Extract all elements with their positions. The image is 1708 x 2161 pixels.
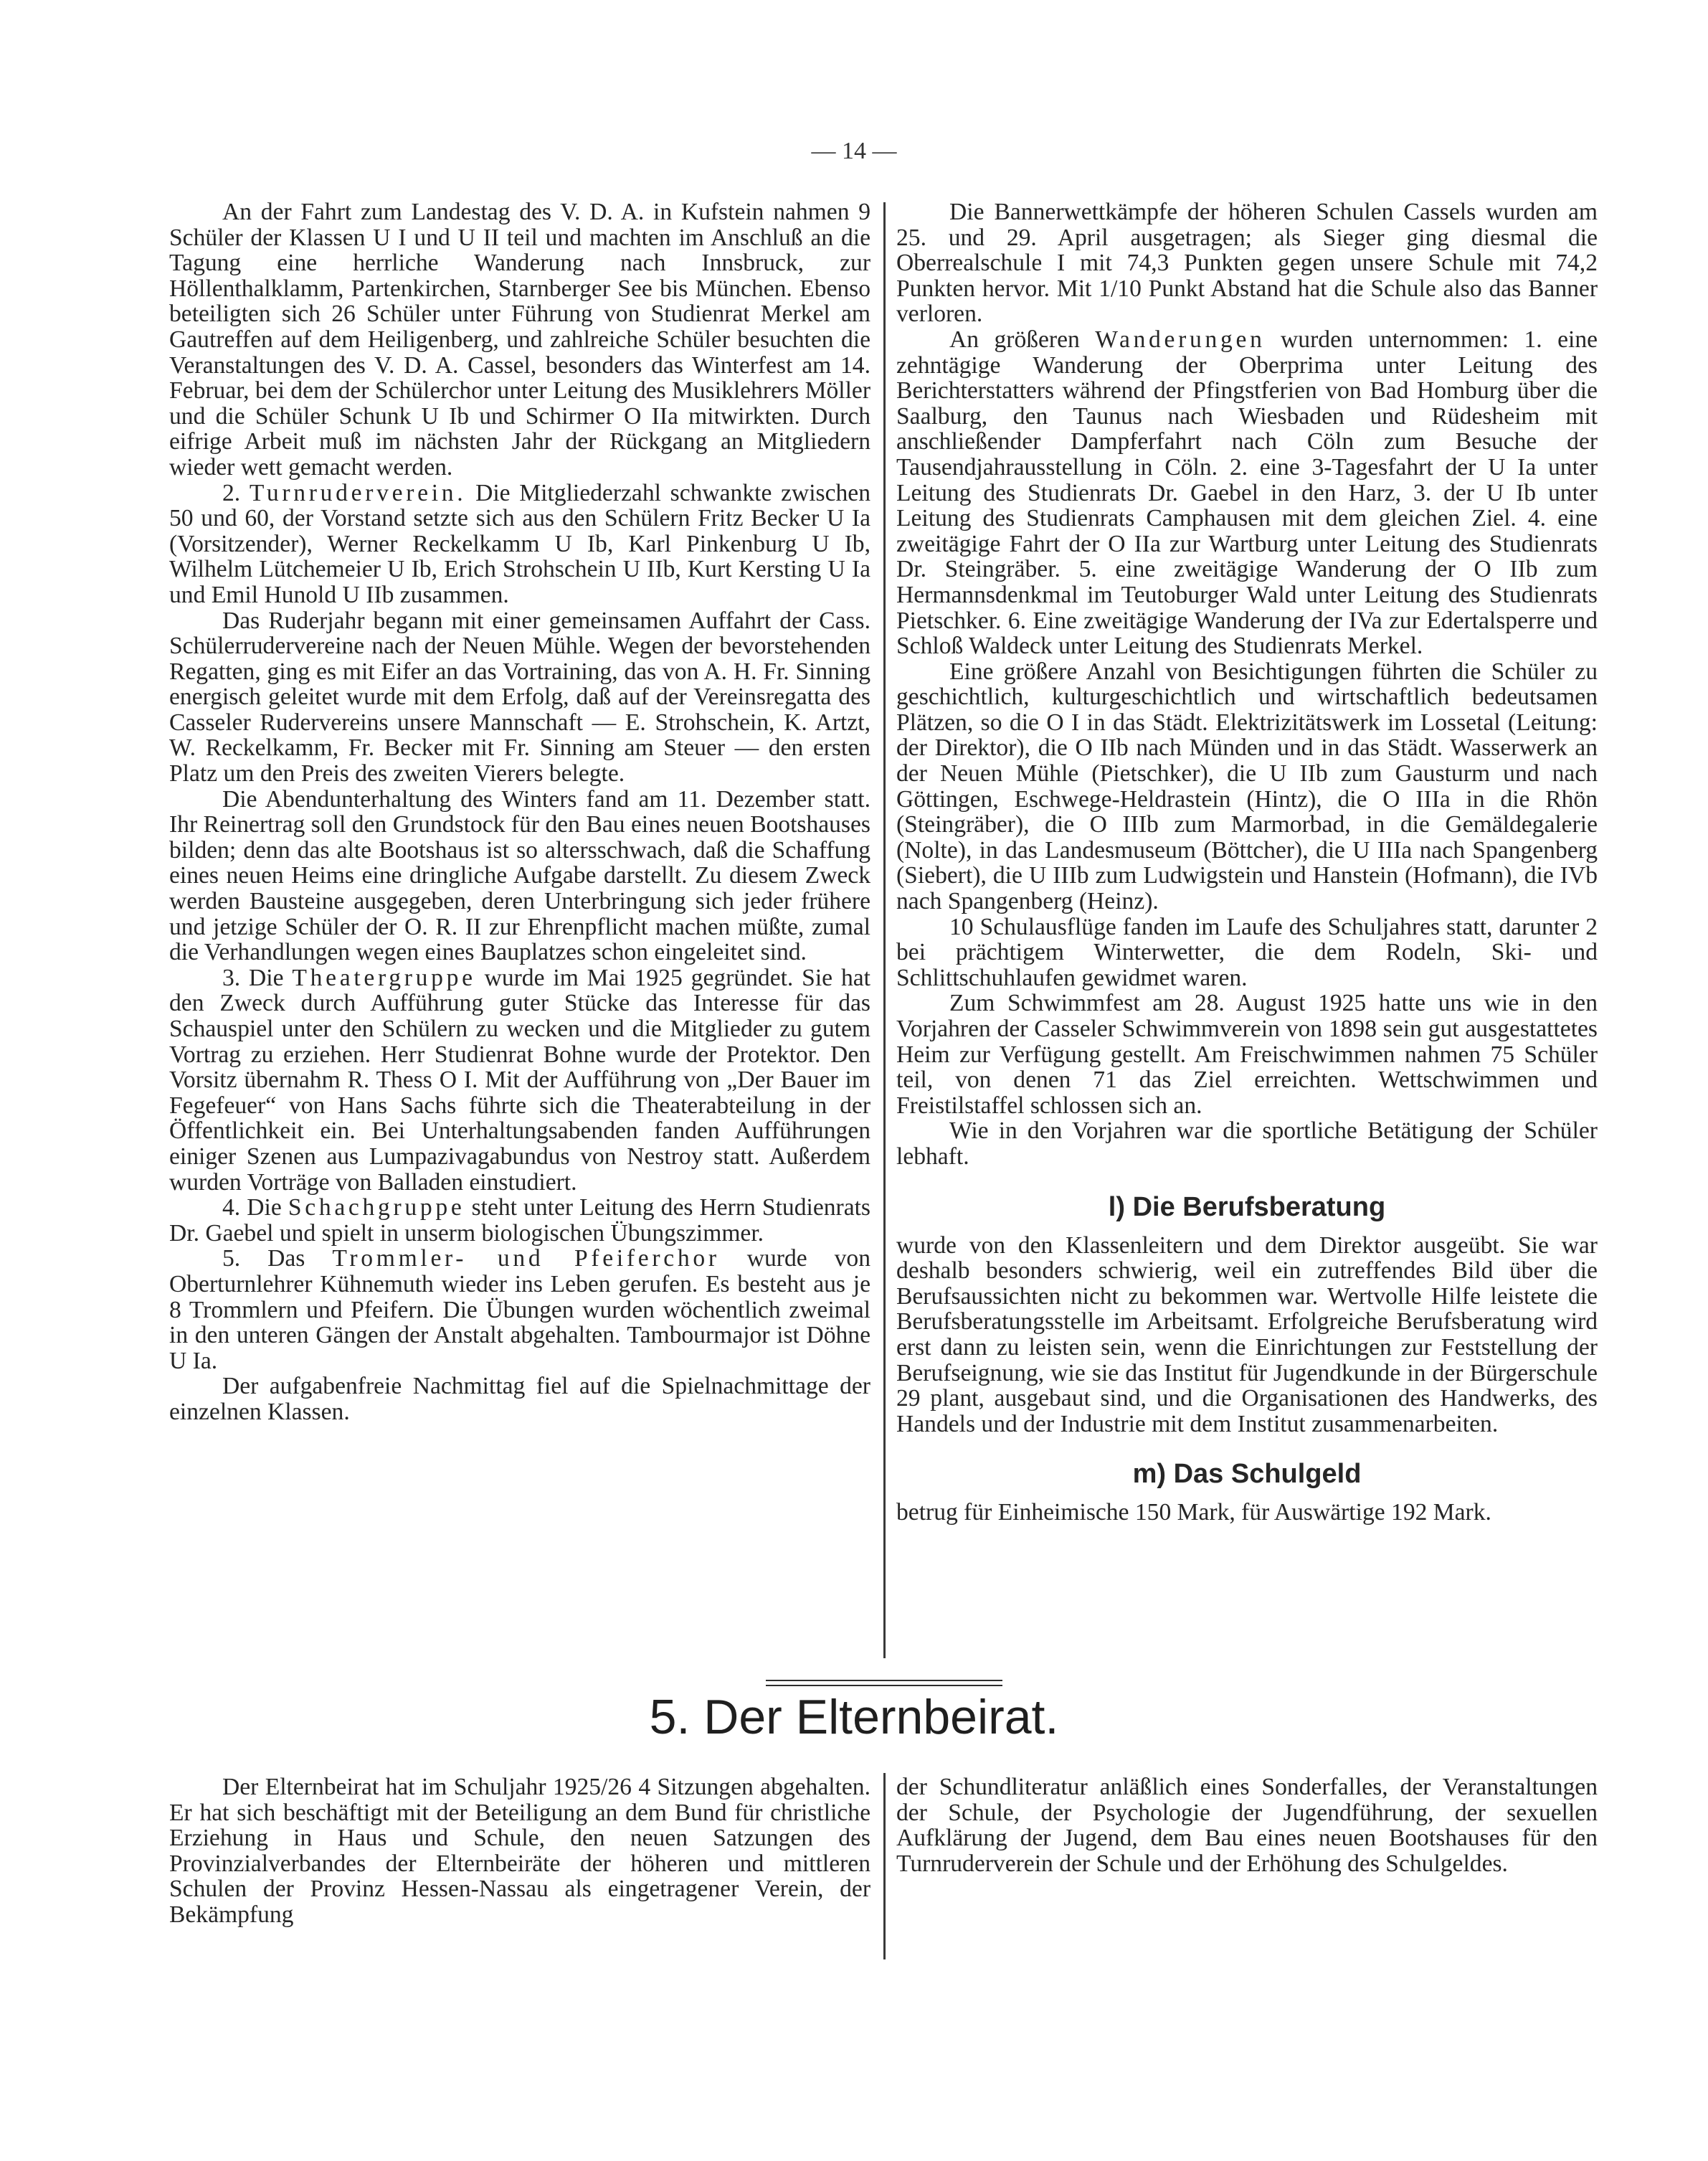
- spaced-heading-wanderungen: Wanderungen: [1095, 326, 1266, 353]
- spaced-heading-schachgruppe: Schachgruppe: [288, 1194, 465, 1221]
- paragraph-body: Die Mitgliederzahl schwankte zwischen 50 und 60, der Vorstand setzte sich aus den Schülern Fritz Becker U Ia (Vorsitzender), Werner Reckelkamm U Ib, Karl Pinkenburg U Ib, Wilhelm Lütchemeier U Ib, Erich Strohschein U IIb, Kurt Kersting U Ia und Emil Hunold U IIb zusammen.: [169, 479, 870, 608]
- paragraph-schulausfluege: 10 Schulausflüge fanden im Laufe des Schuljahres statt, darunter 2 bei prächtigem Winterwetter, die dem Rodeln, Ski- und Schlittschuhlaufen gewidmet waren.: [896, 913, 1598, 991]
- paragraph-vda: An der Fahrt zum Landestag des V. D. A. in Kufstein nahmen 9 Schüler der Klassen U I und U II teil und machten im Anschluß an die Tagung eine herrliche Wanderung nach Innsbruck, zur Höllenthalklamm, Partenkirchen, Starnberger See bis München. Ebenso beteiligten sich 26 Schüler unter Führung von Studienrat Merkel am Gautreffen auf dem Heiligenberg, und zahlreiche Schüler besuchten die Veranstaltungen des V. D. A. Cassel, besonders das Winterfest am 14. Februar, bei dem der Schülerchor unter Leitung des Musiklehrers Möller und die Schüler Schunk U Ib und Schirmer O IIa mitwirkten. Durch eifrige Arbeit muß im nächsten Jahr der Rückgang an Mitgliedern wieder wett gemacht werden.: [169, 199, 870, 481]
- paragraph-schwimmfest: Zum Schwimmfest am 28. August 1925 hatte uns wie in den Vorjahren der Casseler Schwimmverein von 1898 sein gut ausgestattetes Heim zur Verfügung gestellt. Am Freischwimmen nahmen 75 Schüler teil, von denen 71 das Ziel erreichten. Wettschwimmen und Freistilstaffel schlossen sich an.: [896, 990, 1598, 1119]
- item-number: 5. Das: [222, 1245, 333, 1272]
- spaced-heading-turnruderverein: Turnruderverein.: [249, 479, 467, 506]
- item-number: 4. Die: [222, 1194, 288, 1221]
- paragraph-trommlerchor: [169, 1246, 870, 1373]
- paragraph-ruderjahr: Das Ruderjahr begann mit einer gemeinsamen Auffahrt der Cass. Schülerrudervereine nach der Neuen Mühle. Wegen der bevorstehenden Regatten, ging es mit Eifer an das Vortraining, das von A. H. Fr. Sinning energisch geleitet wurde mit dem Erfolg, daß auf der Vereinsregatta des Casseler Rudervereins unsere Mannschaft — E. Strohschein, K. Artzt, W. Reckelkamm, Fr. Becker mit Fr. Sinning am Steuer — den ersten Platz um den Preis des zweiten Vierers belegte.: [169, 607, 870, 788]
- left-column: [169, 199, 870, 1425]
- paragraph-theatergruppe: [169, 965, 870, 1195]
- paragraph-bannerwettkaempfe: Die Bannerwettkämpfe der höheren Schulen Cassels wurden am 25. und 29. April ausgetragen; als Sieger ging diesmal die Oberrealschule I mit 74,3 Punkten gegen unsere Schule mit 74,2 Punkten hervor. Mit 1/10 Punkt Abstand hat die Schule also das Banner verloren.: [896, 199, 1598, 328]
- paragraph-berufsberatung: wurde von den Klassenleitern und dem Direktor ausgeübt. Sie war deshalb besonders schwierig, weil ein zutreffendes Bild über die Berufsaussichten nicht zu bekommen war. Wertvolle Hilfe leistete die Berufsberatungsstelle im Arbeitsamt. Erfolgreiche Berufsberatung wird erst dann zu leisten sein, wenn die Einrichtungen zur Feststellung der Berufseignung, wie sie das Institut für Jugendkunde in der Bürgerschule 29 plant, ausgebaut sind, und die Organisationen des Handwerks, des Handels und der Industrie mit dem Institut zusammenarbeiten.: [896, 1231, 1598, 1437]
- section-rule-top: [766, 1680, 1002, 1681]
- elternbeirat-right-column: [896, 1774, 1598, 1876]
- column-divider: [883, 202, 886, 1658]
- paragraph-nachmittag: Der aufgabenfreie Nachmittag fiel auf die Spielnachmittage der einzelnen Klassen.: [169, 1373, 870, 1425]
- paragraph-schulgeld: betrug für Einheimische 150 Mark, für Auswärtige 192 Mark.: [896, 1499, 1491, 1526]
- paragraph-body: wurde im Mai 1925 gegründet. Sie hat den Zweck durch Aufführung guter Stücke das Interesse für das Schauspiel unter den Schülern zu wecken und die Mitglieder zu gutem Vortrag zu erziehen. Herr Studienrat Bohne wurde der Protektor. Den Vorsitz übernahm R. Thess O I. Mit der Aufführung von „Der Bauer im Fegefeuer“ von Hans Sachs führte sich die Theaterabteilung in der Öffentlichkeit ein. Bei Unterhaltungsabenden fanden Aufführungen einiger Szenen aus Lumpazivagabundus von Nestroy statt. Außerdem wurden Vorträge von Balladen einstudiert.: [169, 964, 870, 1196]
- paragraph-elternbeirat-start: Der Elternbeirat hat im Schuljahr 1925/26 4 Sitzungen abgehalten. Er hat sich beschäftigt mit der Beteiligung an dem Bund für christliche Erziehung in Haus und Schule, den neuen Satzungen des Provinzialverbandes der Elternbeiräte der höheren und mittleren Schulen der Provinz Hessen-Nassau als eingetragener Verein, der Bekämpfung: [169, 1774, 870, 1928]
- paragraph-body: wurden unternommen: 1. eine zehntägige Wanderung der Oberprima unter Leitung des Berichterstatters während der Pfingstferien von Bad Homburg über die Saalburg, den Taunus nach Wiesbaden und Rüdesheim mit anschließender Dampferfahrt nach Cöln zum Besuche der Tausendjahrausstellung in Cöln. 2. eine 3-Tagesfahrt der U Ia unter Leitung des Studienrats Dr. Gaebel in den Harz, 3. der U Ib unter Leitung des Studienrats Camphausen mit dem gleichen Ziel. 4. eine zweitägige Fahrt der O IIa zur Wartburg unter Leitung des Studienrats Dr. Steingräber. 5. eine zweitägige Wanderung der O IIb zum Hermannsdenkmal im Teutoburger Wald unter Leitung des Studienrats Pietschker. 6. Eine zweitägige Wanderung der IVa zur Edertalsperre und Schloß Waldeck unter Leitung des Studienrats Merkel.: [896, 326, 1598, 660]
- column-divider-bottom: [883, 1773, 886, 1959]
- paragraph-body: steht unter Leitung des Herrn Studienrats Dr. Gaebel und spielt in unserm biologischen Übungszimmer.: [169, 1194, 870, 1247]
- section-rule-bottom: [766, 1685, 1002, 1686]
- item-number: 3. Die: [222, 964, 293, 991]
- page-number: — 14 —: [811, 138, 897, 164]
- paragraph-wanderungen: [896, 327, 1598, 659]
- heading-berufsberatung: l) Die Berufsberatung: [1108, 1191, 1386, 1222]
- paragraph-turnruderverein: [169, 481, 870, 608]
- paragraph-besichtigungen: Eine größere Anzahl von Besichtigungen führten die Schüler zu geschichtlich, kulturgeschichtlich und wirtschaftlich bedeutsamen Plätzen, so die O I in das Städt. Elektrizitätswerk im Lossetal (Leitung: der Direktor), die O IIb nach Münden und in das Städt. Wasserwerk an der Neuen Mühle (Pietschker), die U IIb zum Gausturm und nach Göttingen, Eschwege-Heldrastein (Hintz), die O IIIa in die Rhön (Steingräber), die O IIIb zum Marmorbad, in die Gemäldegalerie (Nolte), in das Landesmuseum (Böttcher), die U IIIa nach Spangenberg (Siebert), die U IIIb zum Ludwigstein und Hanstein (Hofmann), die IVb nach Spangenberg (Heinz).: [896, 658, 1598, 915]
- spaced-heading-theatergruppe: Theatergruppe: [292, 964, 476, 991]
- item-number: 2.: [222, 479, 250, 506]
- elternbeirat-left-column: [169, 1774, 870, 1928]
- paragraph-abendunterhaltung: Die Abendunterhaltung des Winters fand am 11. Dezember statt. Ihr Reinertrag soll den Grundstock für den Bau eines neuen Bootshauses bilden; denn das alte Bootshaus ist so altersschwach, daß die Schaffung eines neuen Heims eine dringliche Aufgabe darstellt. Zu diesem Zweck werden Bausteine ausgegeben, deren Unterbringung sich jeder frühere und jetzige Schüler der O. R. II zur Ehrenpflicht machen müßte, zumal die Verhandlungen wegen eines Bauplatzes schon eingeleitet sind.: [169, 785, 870, 966]
- section-title: 5. Der Elternbeirat.: [649, 1690, 1059, 1744]
- paragraph-body: wurde von Oberturnlehrer Kühnemuth wieder ins Leben gerufen. Es besteht aus je 8 Trommlern und Pfeifern. Die Übungen wurden wöchentlich zweimal in den unteren Gängen der Anstalt abgehalten. Tambourmajor ist Döhne U Ia.: [169, 1245, 870, 1374]
- spaced-heading-trommlerchor: Trommler- und Pfeiferchor: [332, 1245, 720, 1272]
- paragraph-lead: An größeren: [949, 326, 1096, 353]
- right-column: [896, 199, 1598, 1526]
- heading-schulgeld: m) Das Schulgeld: [1132, 1459, 1362, 1490]
- paragraph-schachgruppe: [169, 1195, 870, 1246]
- paragraph-sportliche-betaetigung: Wie in den Vorjahren war die sportliche Betätigung der Schüler lebhaft.: [896, 1117, 1598, 1170]
- paragraph-elternbeirat-continued: der Schundliteratur anläßlich eines Sonderfalles, der Veranstaltungen der Schule, der Psychologie der Jugendführung, der sexuellen Aufklärung der Jugend, dem Bau eines neuen Bootshauses für den Turnruderverein der Schule und der Erhöhung des Schulgeldes.: [896, 1774, 1598, 1877]
